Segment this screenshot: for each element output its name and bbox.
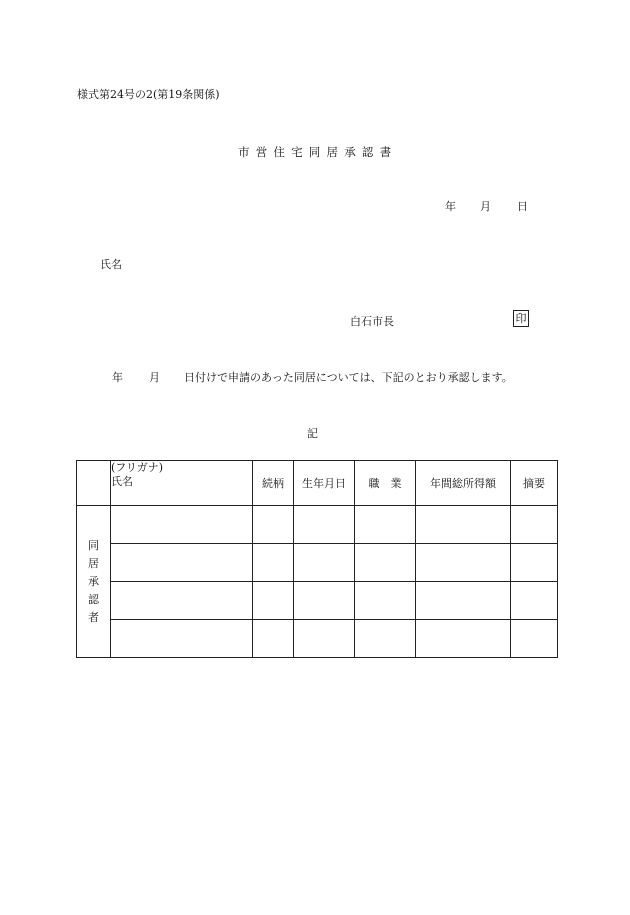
- header-birthdate: 生年月日: [294, 461, 355, 506]
- birthdate-cell[interactable]: [294, 506, 355, 544]
- occupation-cell[interactable]: [355, 620, 416, 658]
- name-cell[interactable]: [111, 582, 253, 620]
- header-blank-cell: [77, 461, 111, 506]
- statement-text: 日付けで申請のあった同居については、下記のとおり承認します。: [184, 371, 513, 384]
- relation-cell[interactable]: [253, 620, 294, 658]
- header-name: 氏名: [111, 475, 133, 488]
- name-cell[interactable]: [111, 620, 253, 658]
- header-income: 年間総所得額: [416, 461, 511, 506]
- birthdate-cell[interactable]: [294, 620, 355, 658]
- statement-year-label: 年: [112, 371, 123, 384]
- relation-cell[interactable]: [253, 582, 294, 620]
- occupation-cell[interactable]: [355, 506, 416, 544]
- header-name-cell: [111, 461, 253, 506]
- table-row: [77, 620, 558, 658]
- income-cell[interactable]: [416, 506, 511, 544]
- recipient-name-label: 氏名: [100, 258, 122, 271]
- document-title: 市営住宅同居承認書: [238, 145, 398, 159]
- date-line: [445, 198, 528, 214]
- header-furigana: (フリガナ): [111, 461, 164, 474]
- income-cell[interactable]: [416, 620, 511, 658]
- date-year-label: 年: [445, 200, 456, 213]
- header-relation: 続柄: [253, 461, 294, 506]
- ki-heading: 記: [307, 427, 318, 440]
- occupation-cell[interactable]: [355, 544, 416, 582]
- relation-cell[interactable]: [253, 544, 294, 582]
- date-day-label: 日: [517, 200, 528, 213]
- statement-month-label: 月: [149, 371, 160, 384]
- header-remarks: 摘要: [511, 461, 558, 506]
- header-occupation: 職 業: [355, 461, 416, 506]
- remarks-cell[interactable]: [511, 582, 558, 620]
- row-label-char: 居: [88, 556, 99, 570]
- birthdate-cell[interactable]: [294, 582, 355, 620]
- remarks-cell[interactable]: [511, 620, 558, 658]
- name-cell[interactable]: [111, 506, 253, 544]
- relation-cell[interactable]: [253, 506, 294, 544]
- approval-statement: [112, 369, 513, 385]
- table-row: [77, 506, 558, 544]
- occupation-cell[interactable]: [355, 582, 416, 620]
- remarks-cell[interactable]: [511, 506, 558, 544]
- row-label-char: 認: [88, 592, 99, 606]
- row-group-label: [77, 506, 111, 658]
- table-row: [77, 544, 558, 582]
- remarks-cell[interactable]: [511, 544, 558, 582]
- date-month-label: 月: [480, 200, 491, 213]
- form-number: 様式第24号の2(第19条関係): [77, 88, 220, 101]
- income-cell[interactable]: [416, 582, 511, 620]
- row-label-char: 同: [88, 538, 99, 552]
- seal-mark: 印: [513, 310, 529, 327]
- table-row: [77, 582, 558, 620]
- issuer-name: 白石市長: [350, 315, 394, 328]
- cohabitant-table: [76, 460, 558, 658]
- table-header-row: [77, 461, 558, 506]
- row-label-char: 者: [88, 610, 99, 624]
- row-label-char: 承: [88, 574, 99, 588]
- income-cell[interactable]: [416, 544, 511, 582]
- birthdate-cell[interactable]: [294, 544, 355, 582]
- name-cell[interactable]: [111, 544, 253, 582]
